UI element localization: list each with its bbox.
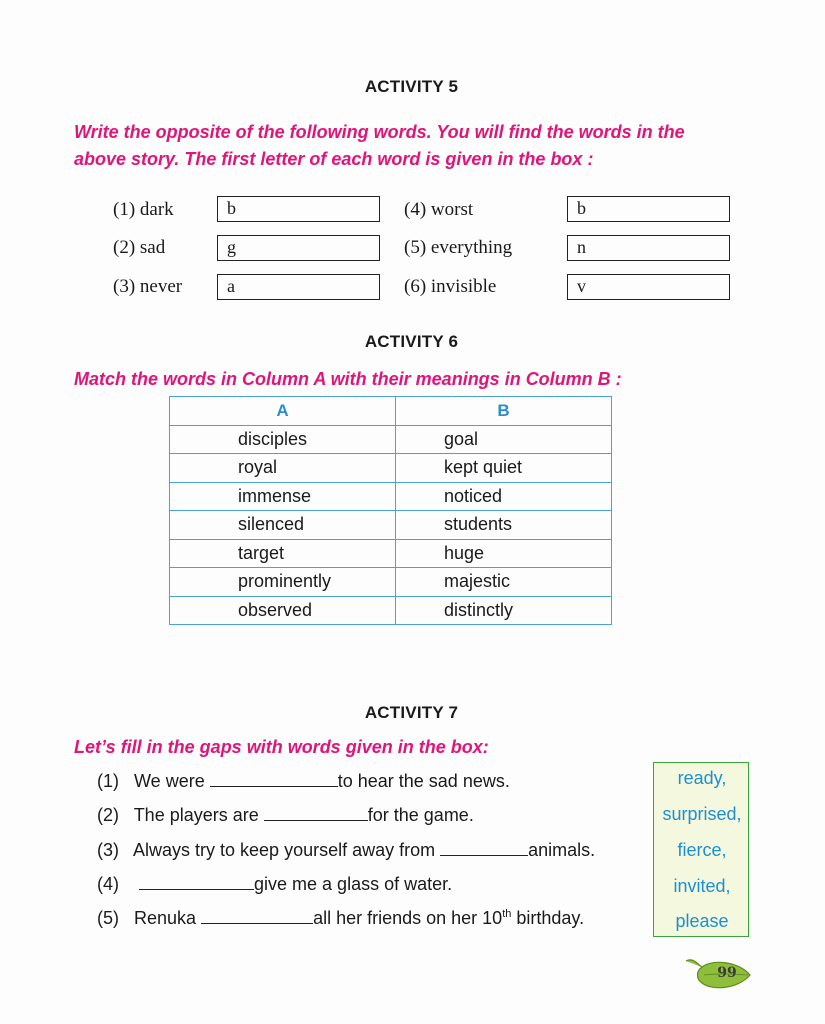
opposite-word-6: (6) invisible (404, 276, 497, 297)
fill-item-number: (4) (97, 874, 119, 894)
fill-item-text-before: Renuka (134, 908, 197, 928)
word-box (653, 762, 749, 937)
activity-5-title: ACTIVITY 5 (364, 77, 459, 96)
opposite-answer-box-3[interactable]: a (217, 274, 380, 300)
column-b-meaning: goal (396, 425, 612, 454)
page-number-badge (682, 955, 754, 998)
activity-6-instruction: Match the words in Column A with their meanings in Column B : (74, 369, 622, 389)
fill-item-2 (97, 805, 474, 826)
fill-blank-2[interactable] (264, 805, 368, 821)
column-b-meaning: majestic (396, 568, 612, 597)
fill-blank-4[interactable] (139, 874, 254, 890)
match-table (169, 396, 612, 625)
table-row (170, 539, 612, 568)
opposite-word-1: (1) dark (113, 199, 174, 220)
word-box-item: surprised, (662, 804, 742, 824)
fill-item-text-after: all her friends on her 10 (313, 908, 503, 928)
table-row (170, 482, 612, 511)
fill-item-text-after: for the game. (367, 805, 474, 825)
table-row (170, 511, 612, 540)
table-row (170, 454, 612, 483)
fill-item-text-after-2: birthday. (511, 908, 585, 928)
activity-7-title: ACTIVITY 7 (364, 703, 459, 722)
opposite-word-4: (4) worst (404, 199, 474, 220)
column-a-word: silenced (170, 511, 396, 540)
opposite-answer-box-5[interactable]: n (567, 235, 730, 261)
fill-blank-5[interactable] (201, 908, 313, 924)
fill-item-4 (97, 874, 452, 895)
column-a-word: observed (170, 596, 396, 625)
column-b-meaning: huge (396, 539, 612, 568)
fill-item-text-after: give me a glass of water. (254, 874, 453, 894)
column-b-meaning: noticed (396, 482, 612, 511)
column-a-word: royal (170, 454, 396, 483)
fill-item-text-after: animals. (528, 840, 596, 860)
word-box-item: fierce, (677, 840, 727, 860)
opposite-word-3: (3) never (113, 276, 183, 297)
activity-5-instruction-line2: above story. The first letter of each word is given in the box : (74, 149, 594, 169)
table-row (170, 425, 612, 454)
column-b-header: B (396, 397, 612, 426)
word-box-item: invited, (673, 876, 731, 896)
opposite-answer-box-1[interactable]: b (217, 196, 380, 222)
fill-item-text-after: to hear the sad news. (337, 771, 510, 791)
match-table-header (170, 397, 612, 426)
fill-item-text-before: We were (134, 771, 205, 791)
opposite-answer-box-6[interactable]: v (567, 274, 730, 300)
activity-5-instruction (74, 119, 685, 173)
fill-item-number: (3) (97, 840, 119, 860)
column-b-meaning: students (396, 511, 612, 540)
activity-7-instruction: Let’s fill in the gaps with words given in the box: (74, 737, 489, 757)
page-number: 99 (717, 965, 737, 981)
table-row (170, 596, 612, 625)
column-a-word: immense (170, 482, 396, 511)
fill-item-number: (5) (97, 908, 119, 928)
opposite-word-5: (5) everything (404, 237, 513, 258)
fill-item-3 (97, 840, 595, 861)
opposite-word-2: (2) sad (113, 237, 166, 258)
opposite-answer-box-2[interactable]: g (217, 235, 380, 261)
ordinal-suffix: th (502, 908, 512, 920)
word-box-item: please (675, 911, 729, 931)
table-row (170, 568, 612, 597)
fill-item-number: (1) (97, 771, 119, 791)
fill-item-text-before: The players are (133, 805, 259, 825)
column-a-word: disciples (170, 425, 396, 454)
column-a-word: target (170, 539, 396, 568)
column-a-header: A (170, 397, 396, 426)
column-b-meaning: distinctly (396, 596, 612, 625)
fill-blank-3[interactable] (440, 840, 528, 856)
column-a-word: prominently (170, 568, 396, 597)
opposite-answer-box-4[interactable]: b (567, 196, 730, 222)
fill-item-5 (97, 908, 584, 929)
activity-5-instruction-line1: Write the opposite of the following words. You will find the words in the (74, 122, 685, 142)
column-b-meaning: kept quiet (396, 454, 612, 483)
fill-item-text-before: Always try to keep yourself away from (133, 840, 436, 860)
activity-6-title: ACTIVITY 6 (364, 332, 459, 351)
fill-item-number: (2) (97, 805, 119, 825)
word-box-item: ready, (677, 768, 727, 788)
fill-blank-1[interactable] (210, 771, 338, 787)
fill-item-1 (97, 771, 510, 792)
